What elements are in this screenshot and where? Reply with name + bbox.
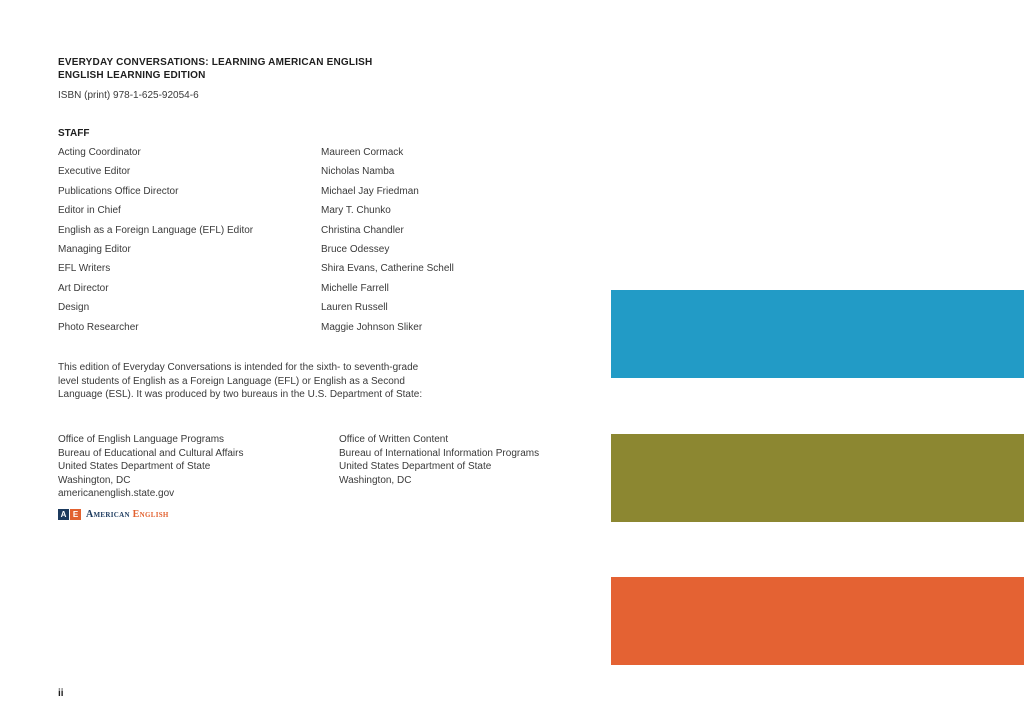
staff-role: Managing Editor	[58, 243, 131, 255]
staff-name: Maggie Johnson Sliker	[321, 321, 423, 333]
blue-color-block	[611, 290, 1024, 378]
staff-row	[58, 283, 521, 302]
staff-heading: STAFF	[58, 128, 90, 139]
staff-name: Michael Jay Friedman	[321, 185, 419, 197]
staff-role: Publications Office Director	[58, 185, 179, 197]
address-line: Washington, DC	[339, 474, 412, 486]
address-line: Office of Written Content	[339, 434, 449, 445]
logo-letter-a: A	[58, 509, 69, 520]
staff-row	[58, 147, 521, 166]
staff-name: Michelle Farrell	[321, 282, 389, 294]
staff-row	[58, 205, 521, 224]
staff-role: Design	[58, 302, 90, 314]
staff-row	[58, 225, 521, 244]
address-line: Office of English Language Programs	[58, 434, 225, 445]
staff-row	[58, 244, 521, 263]
staff-name: Christina Chandler	[321, 224, 404, 236]
staff-row	[58, 166, 521, 185]
address-line: Washington, DC	[58, 474, 131, 486]
staff-role: English as a Foreign Language (EFL) Editor	[58, 224, 254, 236]
staff-name: Nicholas Namba	[321, 166, 395, 178]
staff-role: Editor in Chief	[58, 205, 121, 217]
edition-intro-paragraph	[58, 361, 478, 402]
staff-role: EFL Writers	[58, 263, 111, 275]
staff-row	[58, 322, 521, 341]
office-written-content	[339, 433, 539, 501]
staff-name: Lauren Russell	[321, 302, 388, 314]
office-addresses	[58, 433, 539, 501]
address-line: United States Department of State	[339, 461, 492, 472]
orange-color-block	[611, 577, 1024, 665]
staff-role: Art Director	[58, 282, 109, 294]
logo-wordmark	[86, 509, 169, 520]
olive-color-block	[611, 434, 1024, 522]
staff-row	[58, 186, 521, 205]
intro-line: level students of English as a Foreign Language (EFL) or English as a Second	[58, 375, 405, 387]
staff-name: Shira Evans, Catherine Schell	[321, 263, 454, 275]
intro-line: Language (ESL). It was produced by two bureaus in the U.S. Department of State:	[58, 389, 423, 400]
book-title: EVERYDAY CONVERSATIONS: LEARNING AMERICAN ENGLISH	[58, 57, 373, 68]
staff-name: Mary T. Chunko	[321, 205, 391, 217]
edition-title: ENGLISH LEARNING EDITION	[58, 70, 206, 81]
staff-name: Maureen Cormack	[321, 147, 404, 158]
intro-line: This edition of Everyday Conversations is intended for the sixth- to seventh-grade	[58, 362, 419, 373]
staff-row	[58, 263, 521, 282]
staff-role: Acting Coordinator	[58, 147, 141, 158]
website-text: americanenglish.state.gov	[58, 488, 175, 499]
staff-role: Executive Editor	[58, 166, 131, 178]
logo-word-american: American	[86, 509, 130, 520]
staff-name: Bruce Odessey	[321, 243, 390, 255]
american-english-logo	[58, 509, 169, 520]
office-english-language-programs	[58, 433, 339, 501]
book-title-block	[58, 56, 372, 82]
address-line: Bureau of International Information Programs	[339, 447, 540, 459]
logo-word-english: English	[132, 509, 169, 520]
address-line: United States Department of State	[58, 461, 211, 472]
isbn-text: ISBN (print) 978-1-625-92054-6	[58, 90, 199, 101]
staff-role: Photo Researcher	[58, 321, 139, 333]
logo-letter-e: E	[70, 509, 81, 520]
ae-logo-icon	[58, 509, 81, 520]
staff-list	[58, 147, 521, 341]
staff-row	[58, 302, 521, 321]
address-line: Bureau of Educational and Cultural Affairs	[58, 447, 244, 459]
page-number: ii	[58, 688, 64, 699]
